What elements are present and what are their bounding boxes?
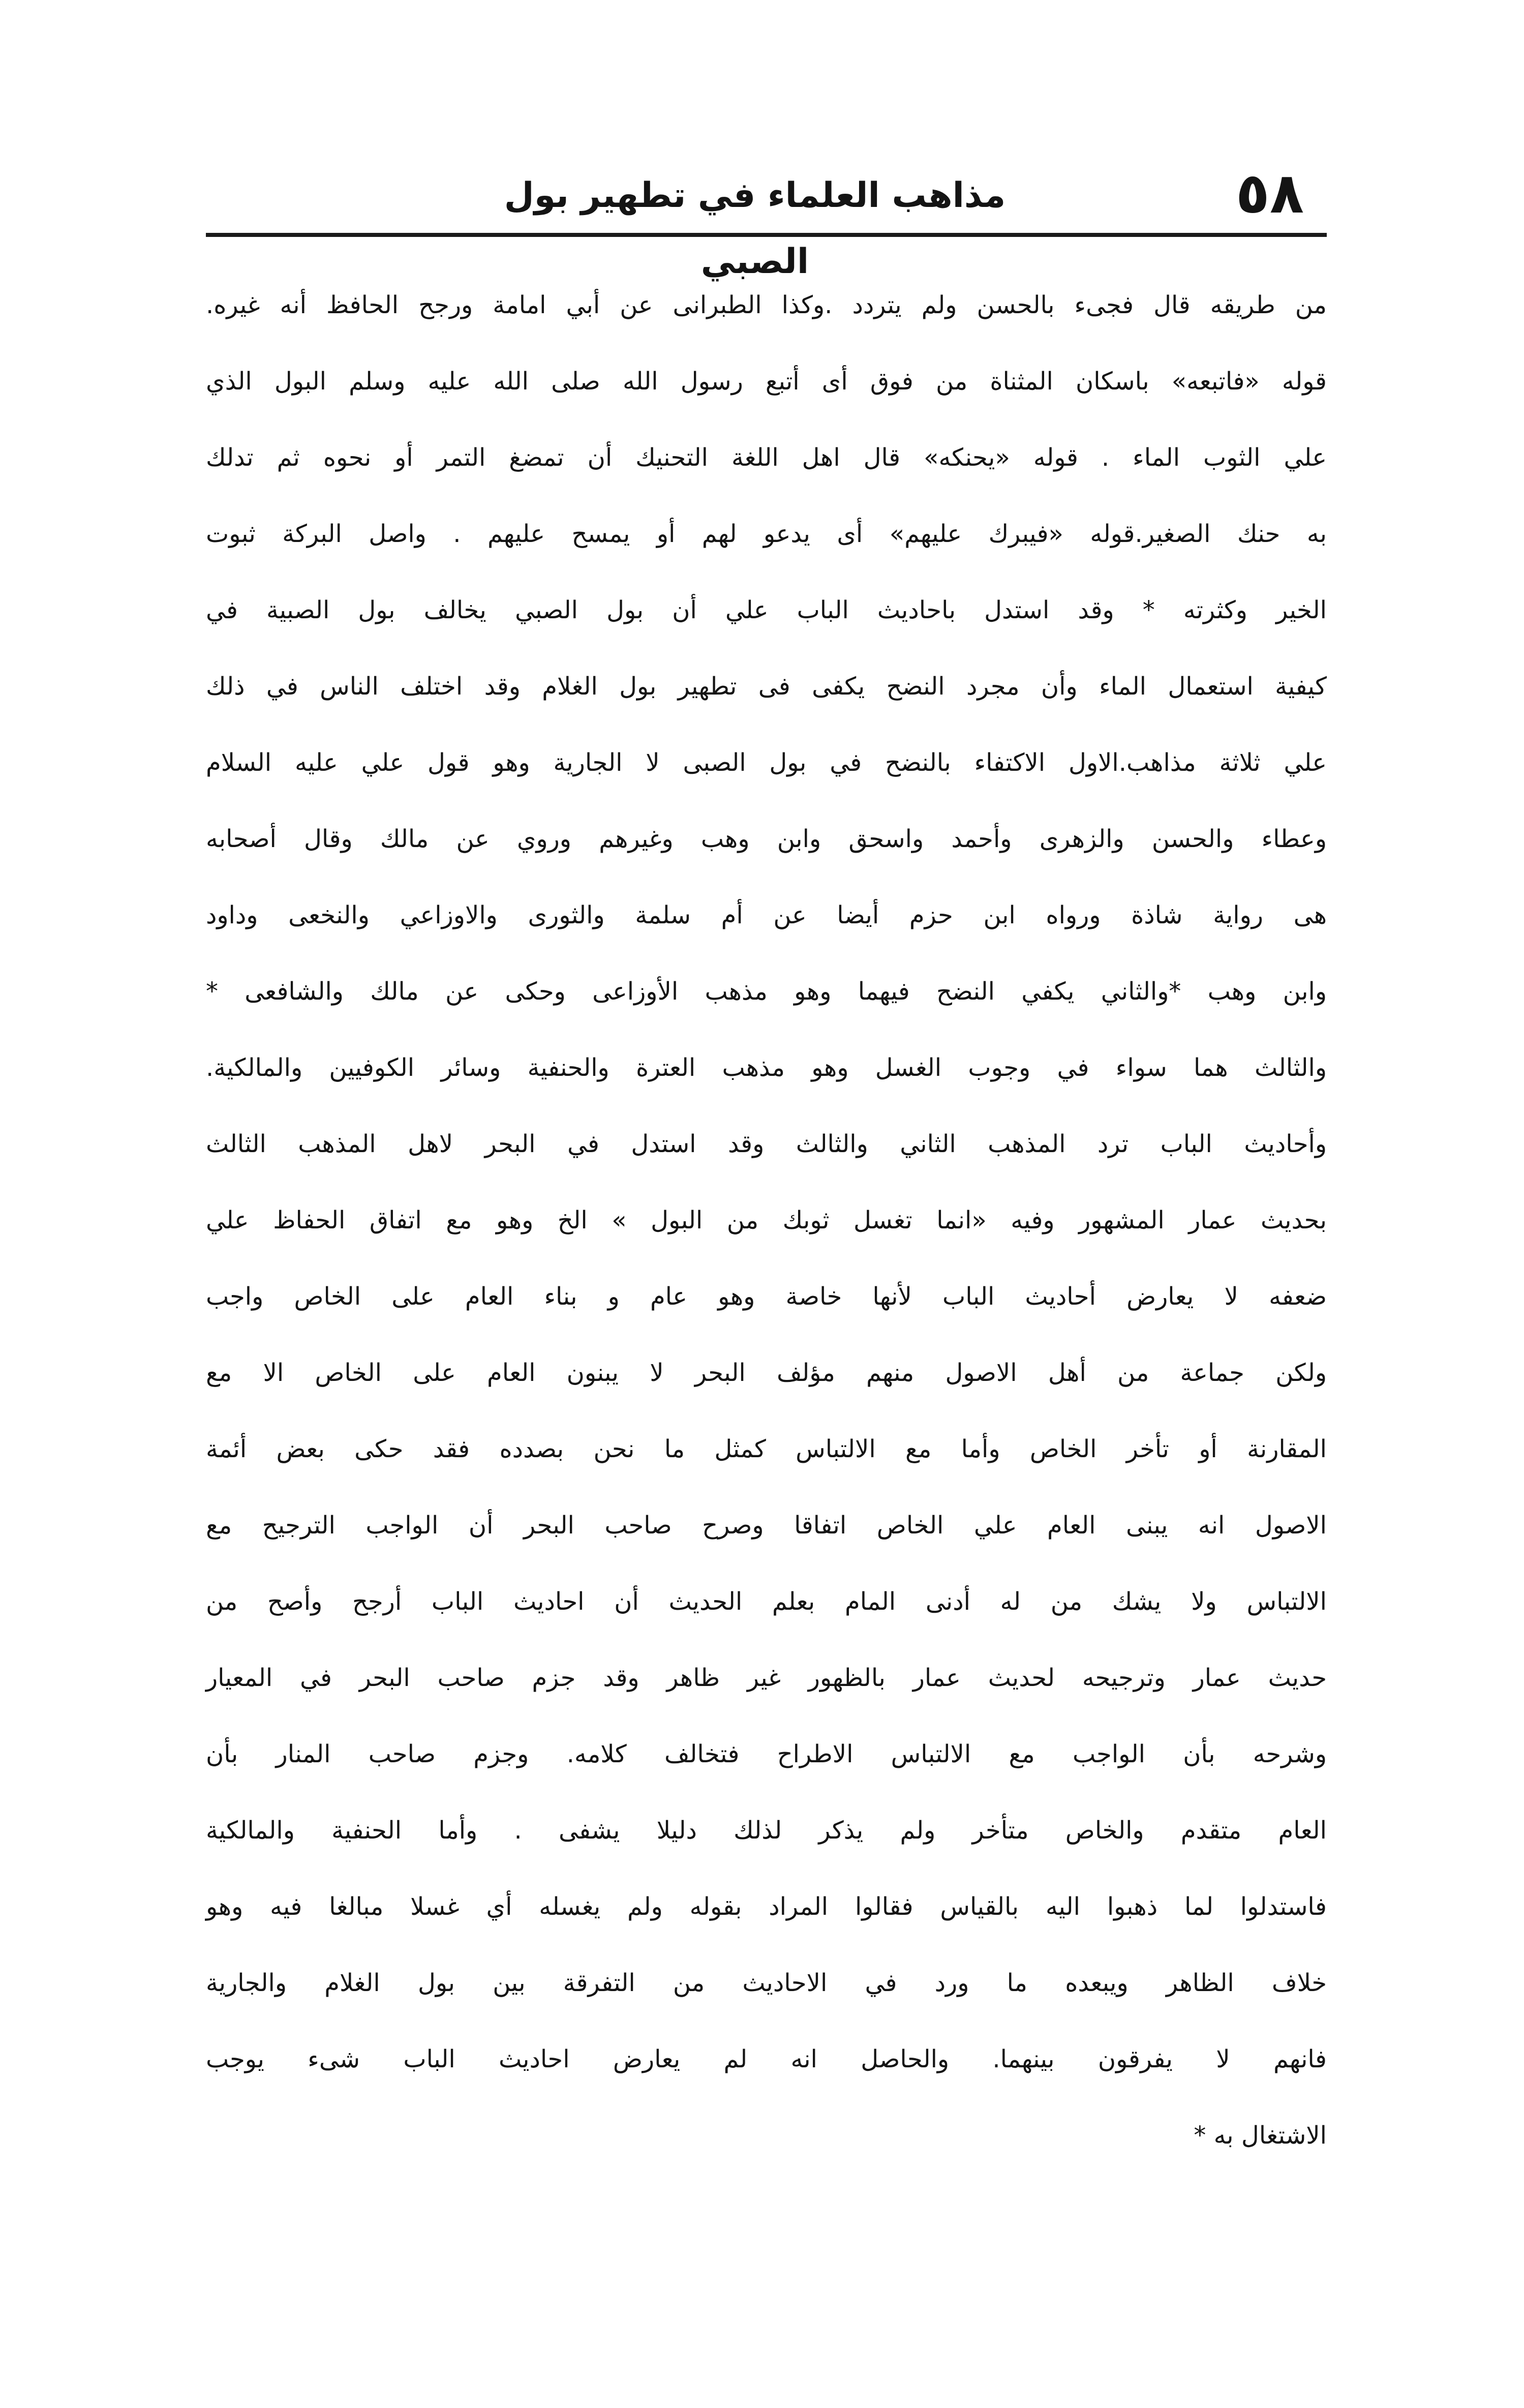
text-line: الاصول انه يبنى العام علي الخاص اتفاقا وصرح صاحب البحر أن الواجب الترجيح مع [206,1511,1327,1540]
text-line: حديث عمار وترجيحه لحديث عمار بالظهور غير ظاهر وقد جزم صاحب البحر في المعيار [206,1664,1327,1692]
text-line: من طريقه قال فجىء بالحسن ولم يتردد .وكذا الطبرانى عن أبي امامة ورجح الحافظ أنه غيره. [206,291,1327,319]
text-line: والثالث هما سواء في وجوب الغسل وهو مذهب العترة والحنفية وسائر الكوفيين والمالكية. [206,1054,1327,1082]
text-line: بحديث عمار المشهور وفيه «انما تغسل ثوبك من البول » الخ وهو مع اتفاق الحفاظ علي [206,1206,1327,1235]
text-line: هى رواية شاذة ورواه ابن حزم أيضا عن أم سلمة والثورى والاوزاعي والنخعى وداود [206,901,1327,929]
text-line: وعطاء والحسن والزهرى وأحمد واسحق وابن وهب وغيرهم وروي عن مالك وقال أصحابه [206,825,1327,853]
text-line: كيفية استعمال الماء وأن مجرد النضح يكفى فى تطهير بول الغلام وقد اختلف الناس في ذلك [206,672,1327,701]
header-rule [206,233,1327,237]
text-line: به حنك الصغير.قوله «فيبرك عليهم» أى يدعو لهم أو يمسح عليهم . واصل البركة ثبوت [206,520,1327,548]
text-line: قوله «فاتبعه» باسكان المثناة من فوق أى أتبع رسول الله صلى الله عليه وسلم البول الذي [206,367,1327,396]
text-line: الخير وكثرته * وقد استدل باحاديث الباب علي أن بول الصبي يخالف بول الصبية في [206,596,1327,624]
text-line: العام متقدم والخاص متأخر ولم يذكر لذلك دليلا يشفى . وأما الحنفية والمالكية [206,1816,1327,1845]
text-line: ضعفه لا يعارض أحاديث الباب لأنها خاصة وهو عام و بناء العام على الخاص واجب [206,1282,1327,1311]
text-line: فانهم لا يفرقون بينهما. والحاصل انه لم يعارض احاديث الباب شىء يوجب [206,2045,1327,2073]
text-line: المقارنة أو تأخر الخاص وأما مع الالتباس كمثل ما نحن بصدده فقد حكى بعض أئمة [206,1435,1327,1463]
body-text [206,267,1327,2174]
text-line: الالتباس ولا يشك من له أدنى المام بعلم الحديث أن احاديث الباب أرجح وأصح من [206,1587,1327,1616]
text-line: ولكن جماعة من أهل الاصول منهم مؤلف البحر لا يبنون العام على الخاص الا مع [206,1359,1327,1387]
page-number: ٥٨ [1235,161,1304,226]
text-line: خلاف الظاهر ويبعده ما ورد في الاحاديث من التفرقة بين بول الغلام والجارية [206,1969,1327,1997]
text-line: علي الثوب الماء . قوله «يحنكه» قال اهل اللغة التحنيك أن تمضغ التمر أو نحوه ثم تدلك [206,443,1327,472]
text-line-last: الاشتغال به * [1194,2121,1327,2150]
text-line: وشرحه بأن الواجب مع الالتباس الاطراح فتخالف كلامه. وجزم صاحب المنار بأن [206,1740,1327,1768]
text-line: فاستدلوا لما ذهبوا اليه بالقياس فقالوا المراد بقوله ولم يغسله أي غسلا مبالغا فيه وهو [206,1892,1327,1921]
text-line: وابن وهب *والثاني يكفي النضح فيهما وهو مذهب الأوزاعى وحكى عن مالك والشافعى * [206,977,1327,1006]
text-line: علي ثلاثة مذاهب.الاول الاكتفاء بالنضح في بول الصبى لا الجارية وهو قول علي عليه السلام [206,748,1327,777]
text-line: وأحاديث الباب ترد المذهب الثاني والثالث وقد استدل في البحر لاهل المذهب الثالث [206,1130,1327,1158]
running-title: مذاهب العلماء في تطهير بول الصبي [504,175,1006,282]
